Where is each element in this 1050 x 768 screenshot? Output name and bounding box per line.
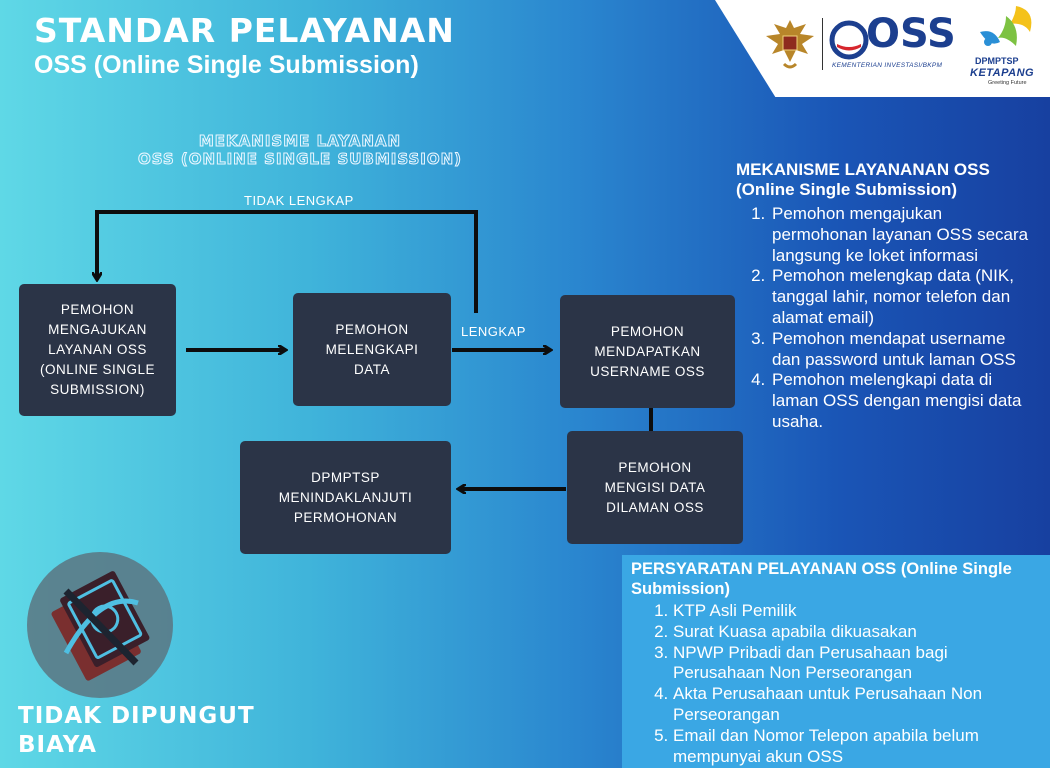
free-line1: TIDAK DIPUNGUT <box>18 703 255 729</box>
flow-heading-line1: MEKANISME LAYANAN <box>198 132 402 150</box>
list-item: 4. Pemohon melengkapi data di laman OSS dengan mengisi data usaha. <box>770 370 1036 432</box>
box-submit-application: PEMOHON MENGAJUKAN LAYANAN OSS (ONLINE SINGLE SUBMISSION) <box>19 284 176 416</box>
list-item: 1. KTP Asli Pemilik <box>673 601 1042 622</box>
mechanism-list <box>736 204 1036 433</box>
mechanism-title: MEKANISME LAYANANAN OSS (Online Single Submission) <box>736 160 990 199</box>
requirements-title: PERSYARATAN PELAYANAN OSS (Online Single Submission) <box>631 560 1012 598</box>
list-item: 4. Akta Perusahaan untuk Perusahaan Non Perseorangan <box>673 684 1042 726</box>
page-subtitle: OSS (Online Single Submission) <box>34 51 419 79</box>
list-item: 3. NPWP Pribadi dan Perusahaan bagi Perusahaan Non Perseorangan <box>673 643 1042 685</box>
mechanism-section <box>736 160 1036 433</box>
requirements-list <box>631 601 1042 767</box>
list-item: 2. Pemohon melengkap data (NIK, tanggal lahir, nomor telefon dan alamat email) <box>770 266 1036 328</box>
incomplete-label: TIDAK LENGKAP <box>244 193 354 208</box>
tagline-text: Greeting Future <box>988 80 1027 86</box>
free-line2: BIAYA <box>18 732 97 758</box>
box-complete-data: PEMOHON MELENGKAPI DATA <box>293 293 451 406</box>
requirements-panel <box>622 555 1050 768</box>
complete-label: LENGKAP <box>461 324 526 339</box>
page-title: STANDAR PELAYANAN <box>34 11 455 50</box>
ministry-text: KEMENTERIAN INVESTASI/BKPM <box>832 62 943 69</box>
box-fill-data: PEMOHON MENGISI DATA DILAMAN OSS <box>567 431 743 544</box>
flow-heading-line2: OSS (ONLINE SINGLE SUBMISSION) <box>137 150 463 168</box>
box-get-username: PEMOHON MENDAPATKAN USERNAME OSS <box>560 295 735 408</box>
list-item: 3. Pemohon mendapat username dan password untuk laman OSS <box>770 329 1036 371</box>
oss-logo-text: OSS <box>866 11 956 57</box>
no-money-icon <box>26 551 174 699</box>
dpmptsp-logo-text: DPMPTSP <box>975 56 1019 66</box>
list-item: 5. Email dan Nomor Telepon apabila belum mempunyai akun OSS <box>673 726 1042 768</box>
free-of-charge-text <box>18 702 255 760</box>
list-item: 2. Surat Kuasa apabila dikuasakan <box>673 622 1042 643</box>
ketapang-logo-text: KETAPANG <box>970 67 1035 79</box>
list-item: 1. Pemohon mengajukan permohonan layanan OSS secara langsung ke loket informasi <box>770 204 1036 266</box>
box-follow-up: DPMPTSP MENINDAKLANJUTI PERMOHONAN <box>240 441 451 554</box>
